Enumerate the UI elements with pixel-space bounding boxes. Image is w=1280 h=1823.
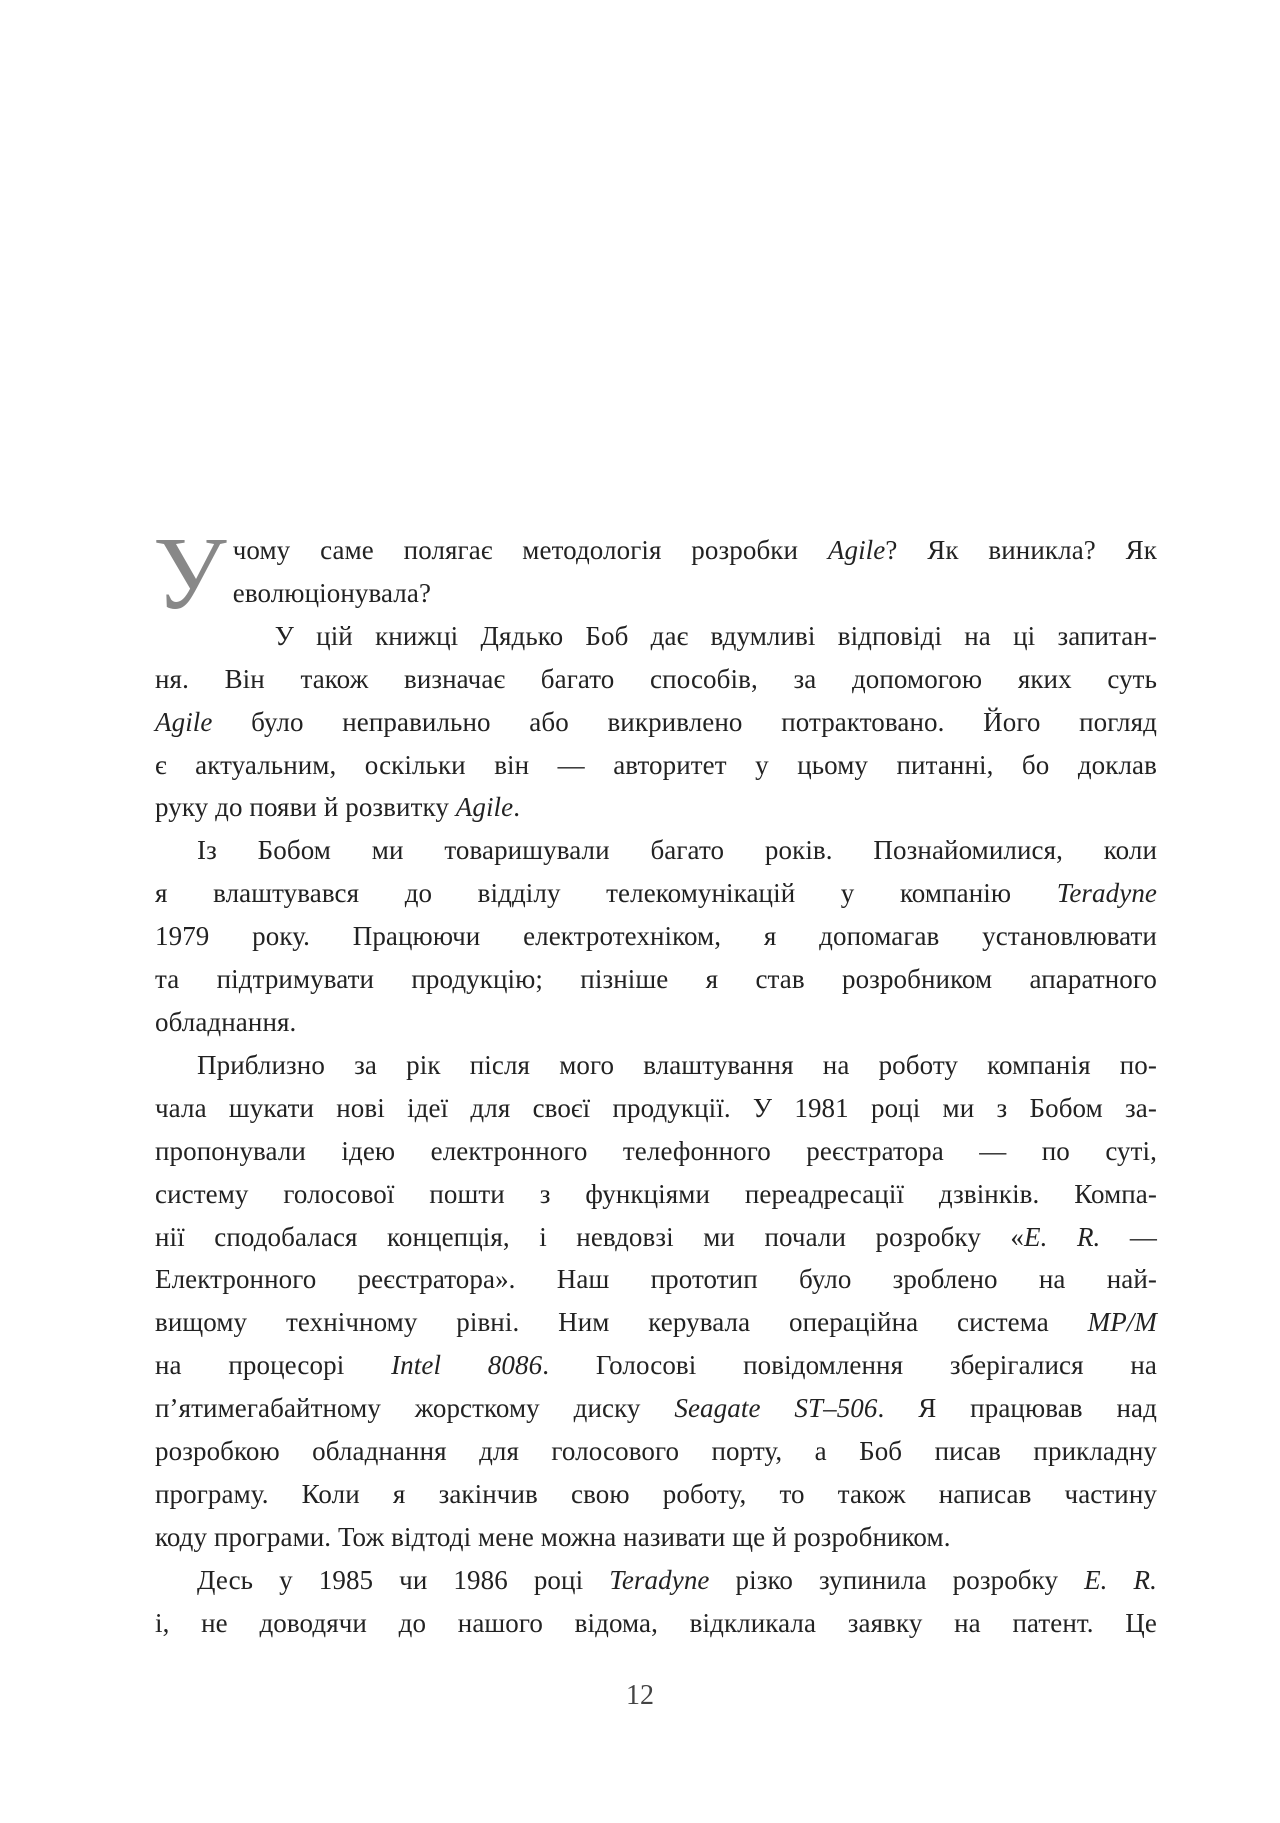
text-line [155,1044,1157,1087]
text-segment: Електронного реєстратора». Наш прототип було зроблено на най- [155,1264,1157,1295]
text-segment: еволюціонувала? [232,577,432,608]
text-line [155,1087,1157,1130]
italic-term: Agile [455,792,514,823]
italic-term: E. R. [1024,1221,1101,1252]
text-segment: Десь у 1985 чи 1986 році [197,1564,610,1595]
italic-term: Agile [827,535,886,565]
text-segment: програму. Коли я закінчив свою роботу, то також написав частину [155,1478,1157,1509]
text-segment: руку до появи й розвитку [155,792,456,823]
text-segment: нії сподобалася концепція, і невдовзі ми почали розробку « [155,1221,1025,1252]
text-line [155,572,1157,615]
text-segment: Із Бобом ми товаришували багато років. Познайомилися, коли [197,835,1157,866]
text-line [155,1344,1157,1387]
text-segment: ня. Він також визначає багато способів, за допомогою яких суть [155,663,1157,694]
text-line [155,872,1157,915]
text-segment: розробкою обладнання для голосового порту, а Боб писав прикладну [155,1436,1157,1467]
italic-term: Seagate ST–506 [674,1393,878,1424]
text-segment: і, не доводячи до нашого відома, відкликала заявку на патент. Це [155,1607,1157,1638]
text-line [155,786,1157,829]
text-line [155,1516,1157,1559]
text-line [155,1173,1157,1216]
text-line [155,915,1157,958]
text-segment: коду програми. Тож відтоді мене можна називати ще й розробником. [155,1521,951,1552]
text-line [155,1387,1157,1430]
text-segment: вищому технічному рівні. Ним керувала операційна система [155,1307,1088,1338]
text-segment: . [513,792,521,823]
text-line [155,529,1157,572]
text-segment: та підтримувати продукцію; пізніше я став розробником апаратного [155,964,1157,995]
text-line [155,701,1157,744]
paragraph [155,829,1157,1044]
paragraph [155,615,1157,830]
text-segment: є актуальним, оскільки він — авторитет у цьому питанні, бо доклав [155,749,1157,780]
paragraph [155,1044,1157,1559]
text-line [155,615,1157,658]
italic-term: Teradyne [609,1564,710,1595]
paragraph [155,1559,1157,1645]
drop-cap: У [153,516,227,631]
italic-term: E. R. [1084,1564,1157,1595]
text-segment: Приблизно за рік після мого влаштування на роботу компанія по- [197,1049,1157,1080]
text-line [155,1473,1157,1516]
text-line [155,1001,1157,1044]
text-segment: було неправильно або викривлено потрактовано. Його погляд [212,706,1157,737]
text-segment: чала шукати нові ідеї для своєї продукції. У 1981 році ми з Бобом за- [155,1092,1157,1123]
text-line [155,1216,1157,1259]
italic-term: Teradyne [1056,878,1157,909]
body-text [153,516,1157,1645]
text-line [155,1602,1157,1645]
text-segment: У цій книжці Дядько Боб дає вдумливі відповіді на ці запитан- [274,620,1157,651]
text-segment: п’ятимегабайтному жорсткому диску [155,1393,675,1424]
page-number: 12 [626,1680,654,1711]
text-line [155,1301,1157,1344]
text-line [155,658,1157,701]
text-line [155,1258,1157,1301]
text-segment: — [1100,1221,1157,1252]
text-segment: систему голосової пошти з функціями переадресації дзвінків. Компа- [155,1178,1157,1209]
text-line [155,1130,1157,1173]
paragraph [153,516,1157,631]
text-line [155,1430,1157,1473]
text-line [155,829,1157,872]
italic-term: MP/M [1087,1307,1157,1338]
text-line [155,1559,1157,1602]
text-segment: на процесорі [155,1350,392,1381]
italic-term: Agile [155,706,213,737]
text-segment: пропонували ідею електронного телефонного реєстратора — по суті, [155,1135,1157,1166]
text-segment: обладнання. [155,1006,297,1037]
text-segment: я влаштувався до відділу телекомунікацій у компанію [155,878,1057,909]
text-segment: ? Як виникла? Як [885,535,1157,565]
text-segment: 1979 року. Працюючи електротехніком, я допомагав установлювати [155,921,1157,952]
text-segment: . Голосові повідомлення зберігалися на [542,1350,1157,1381]
text-segment: . Я працював над [877,1393,1157,1424]
text-line [155,958,1157,1001]
text-line [155,744,1157,787]
italic-term: Intel 8086 [391,1350,543,1381]
text-segment: різко зупинила розробку [709,1564,1085,1595]
text-segment: чому саме полягає методологія розробки [232,535,828,565]
